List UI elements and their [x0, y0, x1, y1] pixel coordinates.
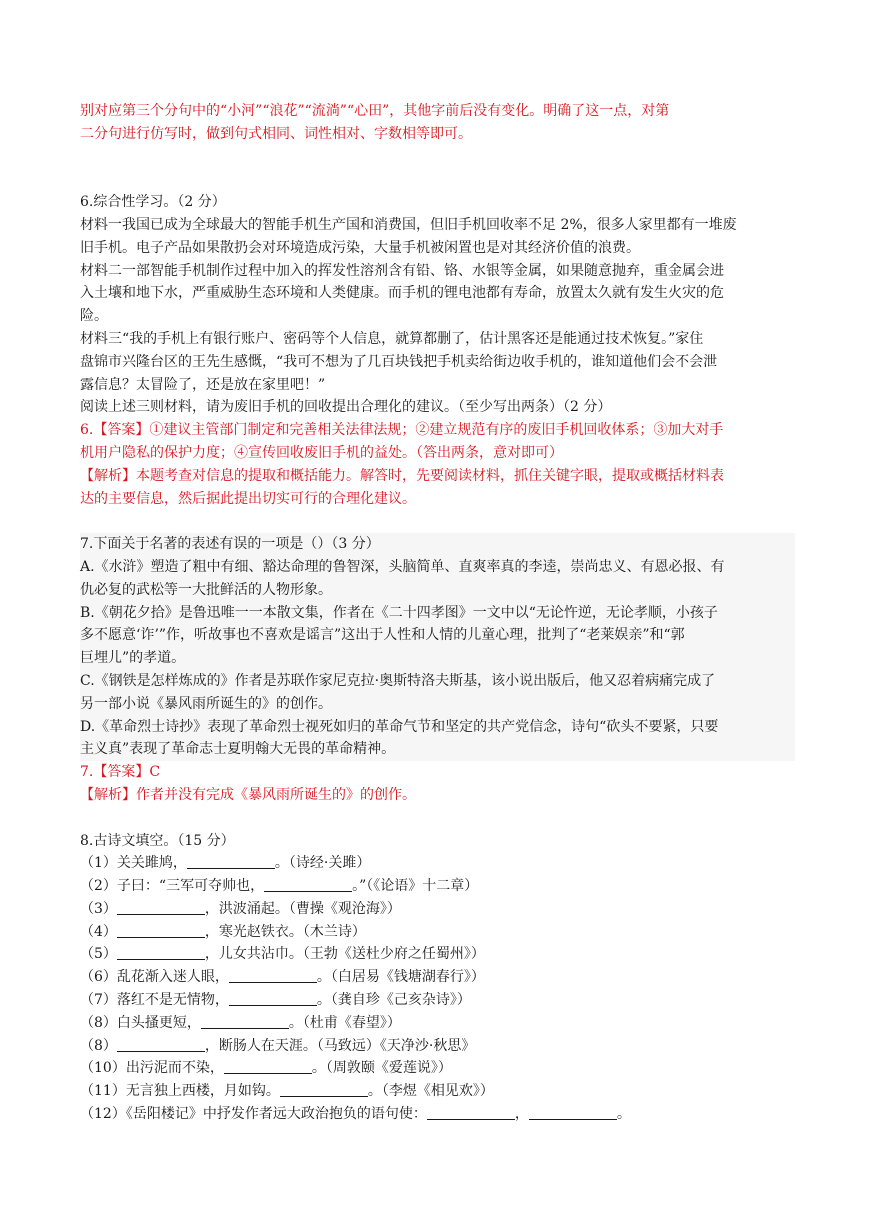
q5-explanation-tail: [80, 100, 795, 146]
answer-blank[interactable]: [229, 991, 317, 1006]
q6-answer: 机用户隐私的保护力度；④宣传回收废旧手机的益处。（答出两条，意对即可）: [80, 444, 563, 461]
q7-option-c: 另一部小说《暴风雨所诞生的》的创作。: [80, 695, 332, 712]
poem-fill-item: （8） ，断肠人在天涯。（马致远）《天净沙·秋思》: [80, 1037, 476, 1054]
answer-blank[interactable]: [280, 1082, 368, 1097]
document-page: [80, 100, 795, 1126]
answer-blank[interactable]: [529, 1105, 617, 1120]
q7-option-a: 仇必复的武松等一大批鲜活的人物形象。: [80, 581, 332, 598]
q7-option-a: A.《水浒》塑造了粗中有细、豁达命理的鲁智深，头脑简单、直爽率真的李逵，崇尚忠义、有恩必报、有: [80, 558, 725, 575]
q7-heading: 7.下面关于名著的表述有误的一项是（）（3 分）: [80, 536, 380, 553]
q7-option-b: 多不愿意‘诈’”作，听故事也不喜欢是谣言”这出于人性和人情的儿童心理，批判了“老莱娱亲”和“郭: [80, 627, 685, 644]
answer-blank[interactable]: [229, 968, 317, 983]
answer-blank[interactable]: [427, 1105, 515, 1120]
q6-material-2: 入土壤和地下水，严重威胁生态环境和人类健康。而手机的锂电池都有寿命，放置太久就有发生火灾的危: [80, 285, 724, 302]
poem-fill-item: （5） ，儿女共沾巾。（王勃《送杜少府之任蜀州》）: [80, 946, 485, 963]
poem-fill-item: （12）《岳阳楼记》中抒发作者远大政治抱负的语句使： ， 。: [80, 1106, 631, 1123]
poem-fill-item: （10）出污泥而不染， 。（周敦颐《爱莲说》）: [80, 1060, 452, 1077]
q7-option-d: D.《革命烈士诗抄》表现了革命烈士视死如归的革命气节和坚定的共产党信念，诗句“砍头不要紧，只要: [80, 718, 719, 735]
q6-material-2: 险。: [80, 308, 108, 325]
q6-material-1: 旧手机。电子产品如果散扔会对环境造成污染，大量手机被闲置也是对其经济价值的浪费。: [80, 239, 640, 256]
poem-fill-item: （8）白头搔更短， 。（杜甫《春望》）: [80, 1014, 401, 1031]
answer-blank[interactable]: [117, 900, 205, 915]
poem-fill-item: （4） ，寒光赵铁衣。（木兰诗）: [80, 923, 366, 940]
q8-heading: 8.古诗文填空。（15 分）: [80, 832, 235, 849]
q7-option-d: 主义真”表现了革命志士夏明翰大无畏的革命精神。: [80, 741, 396, 758]
q7-option-b: B.《朝花夕拾》是鲁迅唯一一本散文集，作者在《二十四孝图》一文中以“无论忤逆，无论孝顺，小孩子: [80, 604, 718, 621]
q6-material-3: 盘锦市兴隆台区的王先生感慨，“我可不想为了几百块钱把手机卖给街边收手机的，谁知道他们会不会泄: [80, 353, 718, 370]
answer-blank[interactable]: [224, 1059, 312, 1074]
answer-blank[interactable]: [264, 877, 352, 892]
answer-blank[interactable]: [117, 923, 205, 938]
poem-fill-item: （6）乱花渐入迷人眼， 。（白居易《钱塘湖春行》）: [80, 969, 485, 986]
q6-heading: 6.综合性学习。（2 分）: [80, 194, 226, 211]
q6-prompt: 阅读上述三则材料，请为废旧手机的回收提出合理化的建议。（至少写出两条）（2 分）: [80, 399, 612, 416]
question-7: [80, 533, 795, 807]
q6-material-2: 材料二一部智能手机制作过程中加入的挥发性溶剂含有铅、铬、水银等金属，如果随意抛弃，重金属会进: [80, 262, 724, 279]
poem-fill-item: （3） ，洪波涌起。（曹操《观沧海》）: [80, 900, 401, 917]
answer-blank[interactable]: [187, 854, 275, 869]
q5-explanation-line: 二分句进行仿写时，做到句式相同、词性相对、字数相等即可。: [80, 125, 472, 142]
q6-answer: 6.【答案】①建议主管部门制定和完善相关法律法规；②建立规范有序的废旧手机回收体系；③加大对手: [80, 422, 724, 439]
q6-material-3: 材料三“我的手机上有银行账户、密码等个人信息，就算都删了，估计黑客还是能通过技术恢复。”家住: [80, 330, 704, 347]
answer-blank[interactable]: [201, 1014, 289, 1029]
answer-blank[interactable]: [117, 945, 205, 960]
poem-fill-item: （1）关关雎鸠， 。（诗经·关雎）: [80, 855, 371, 872]
q7-question-block: [80, 533, 795, 761]
q7-option-c: C.《钢铁是怎样炼成的》作者是苏联作家尼克拉·奥斯特洛夫斯基，该小说出版后，他又忍着病痛完成了: [80, 672, 716, 689]
q6-analysis: 【解析】本题考查对信息的提取和概括能力。解答时，先要阅读材料，抓住关键字眼，提取或概括材料表: [80, 467, 724, 484]
question-6: [80, 191, 795, 510]
q7-analysis: 【解析】作者并没有完成《暴风雨所诞生的》的创作。: [80, 786, 416, 803]
q7-option-b: 巨埋儿”的孝道。: [80, 650, 186, 667]
poem-fill-item: （2）子曰：“三军可夺帅也， 。”（《论语》十二章）: [80, 878, 479, 895]
poem-fill-item: （7）落红不是无情物， 。（龚自珍《己亥杂诗》）: [80, 992, 471, 1009]
poem-fill-item: （11）无言独上西楼，月如钩。 。（李煜《相见欢》）: [80, 1083, 494, 1100]
answer-blank[interactable]: [117, 1037, 205, 1052]
q6-analysis: 达的主要信息，然后据此提出切实可行的合理化建议。: [80, 490, 416, 507]
q5-explanation-line: 别对应第三个分句中的“小河”“浪花”“流淌”“心田”，其他字前后没有变化。明确了这一点，对第: [80, 103, 670, 119]
q6-material-1: 材料一我国已成为全球最大的智能手机生产国和消费国，但旧手机回收率不足 2%，很多人家里都有一堆废: [80, 216, 737, 233]
question-8: [80, 830, 795, 1126]
q7-answer: 7.【答案】C: [80, 764, 161, 781]
q6-material-3: 露信息？太冒险了，还是放在家里吧！”: [80, 376, 326, 393]
